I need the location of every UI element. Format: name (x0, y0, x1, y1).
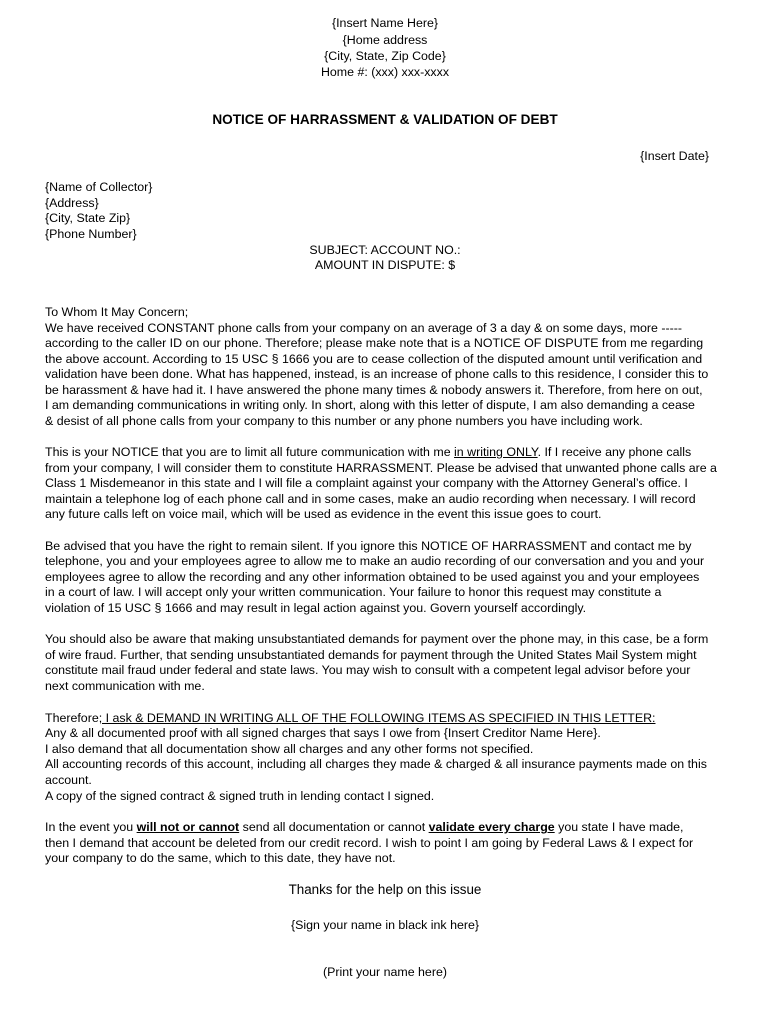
recipient-phone: {Phone Number} (45, 227, 137, 241)
para1-line: We have received CONSTANT phone calls from your company on an average of 3 a day & on some days, more ----- (45, 321, 683, 335)
demand-heading (45, 711, 655, 727)
subject-amount: AMOUNT IN DISPUTE: $ (314, 258, 456, 272)
para6-first-line (45, 820, 684, 836)
para3-line: telephone, you and your employees agree to allow me to make an audio recording of our conversation and you and your (45, 554, 705, 568)
recipient-city: {City, State Zip} (45, 211, 131, 225)
demand-item: account. (45, 773, 92, 787)
letter-date: {Insert Date} (640, 149, 709, 163)
recipient-address: {Address} (45, 196, 99, 210)
in-writing-emphasis: in writing ONLY (454, 445, 538, 459)
demand-item: Any & all documented proof with all signed charges that says I owe from {Insert Creditor Name Here}. (45, 726, 601, 740)
printed-name-placeholder: (Print your name here) (323, 965, 447, 979)
demand-heading-pre: Therefore (45, 711, 99, 725)
para2-line: Class 1 Misdemeanor in this state and I will file a complaint against your company with the Attorney General’s office. I (45, 476, 688, 490)
para3-line: in a court of law. I will accept only your written communication. Your failure to honor this request may constitute a (45, 585, 662, 599)
para6-text: In the event you (45, 820, 137, 834)
para2-text: . If I receive any phone calls (537, 445, 692, 459)
para1-line: & desist of all phone calls from your company to this number or any phone numbers you have including work. (45, 414, 643, 428)
para6-text: you state I have made, (554, 820, 684, 834)
para1-line: I am demanding communications in writing only. In short, along with this letter of dispute, I am also demanding a cease (45, 398, 695, 412)
para1-line: according to the caller ID on our phone. Therefore; please make note that is a NOTICE OF DISPUTE from me regarding (45, 336, 704, 350)
sender-city: {City, State, Zip Code} (324, 49, 446, 63)
subject-account: SUBJECT: ACCOUNT NO.: (309, 243, 461, 257)
para4-line: constitute mail fraud under federal and state laws. You may wish to consult with a competent legal advisor before your (45, 663, 691, 677)
demand-item: I also demand that all documentation show all charges and any other forms not specified. (45, 742, 534, 756)
sender-name: {Insert Name Here} (331, 16, 439, 30)
para2-line: from your company, I will consider them to constitute HARRASSMENT. Please be advised that unwanted phone calls are a (45, 461, 717, 475)
para4-line: You should also be aware that making unsubstantiated demands for payment over the phone may, in this case, be a form (45, 632, 709, 646)
para2-text: This is your NOTICE that you are to limit all future communication with me (45, 445, 455, 459)
para6-line: your company to do the same, which to this date, they have not. (45, 851, 396, 865)
sender-phone: Home #: (xxx) xxx-xxxx (320, 65, 450, 79)
para2-first-line (45, 445, 691, 461)
document-title: NOTICE OF HARRASSMENT & VALIDATION OF DEBT (212, 112, 558, 127)
para1-line: the above account. According to 15 USC § 1666 you are to cease collection of the disputed amount until verification and (45, 352, 703, 366)
para3-line: employees agree to allow the recording and any other information obtained to be used against you and your employees (45, 570, 700, 584)
para4-line: of wire fraud. Further, that sending unsubstantiated demands for payment through the United States Mail System might (45, 648, 697, 662)
para3-line: Be advised that you have the right to remain silent. If you ignore this NOTICE OF HARRASSMENT and contact me by (45, 539, 692, 553)
will-not-or-cannot-emphasis: will not or cannot (136, 820, 240, 834)
greeting: To Whom It May Concern; (45, 305, 189, 319)
para1-line: be harassment & have had it. I have answered the phone many times & nobody answers it. Therefore, from here on out, (45, 383, 703, 397)
para1-line: validation have been done. What has happened, instead, is an increase of phone calls to this residence, I consider this to (45, 367, 709, 381)
para3-line: violation of 15 USC § 1666 and may result in legal action against you. Govern yourself accordingly. (45, 601, 587, 615)
validate-every-charge-emphasis: validate every charge (428, 820, 555, 834)
para6-line: then I demand that account be deleted from our credit record. I wish to point I am going by Federal Laws & I expect for (45, 836, 694, 850)
demand-item: All accounting records of this account, including all charges they made & charged & all insurance payments made on this (45, 757, 707, 771)
para4-line: next communication with me. (45, 679, 205, 693)
demand-item: A copy of the signed contract & signed truth in lending contact I signed. (45, 789, 435, 803)
recipient-name: {Name of Collector} (45, 180, 153, 194)
para6-text: send all documentation or cannot (239, 820, 429, 834)
closing-thanks: Thanks for the help on this issue (288, 882, 482, 897)
para2-line: maintain a telephone log of each phone call and in some cases, make an audio recording when necessary. I will record (45, 492, 696, 506)
demand-heading-underlined: ; I ask & DEMAND IN WRITING ALL OF THE FOLLOWING ITEMS AS SPECIFIED IN THIS LETTER: (98, 711, 656, 725)
sender-address: {Home address (342, 33, 428, 47)
signature-placeholder: {Sign your name in black ink here} (290, 918, 480, 932)
para2-line: any future calls left on voice mail, which will be used as evidence in the event this issue goes to court. (45, 507, 602, 521)
